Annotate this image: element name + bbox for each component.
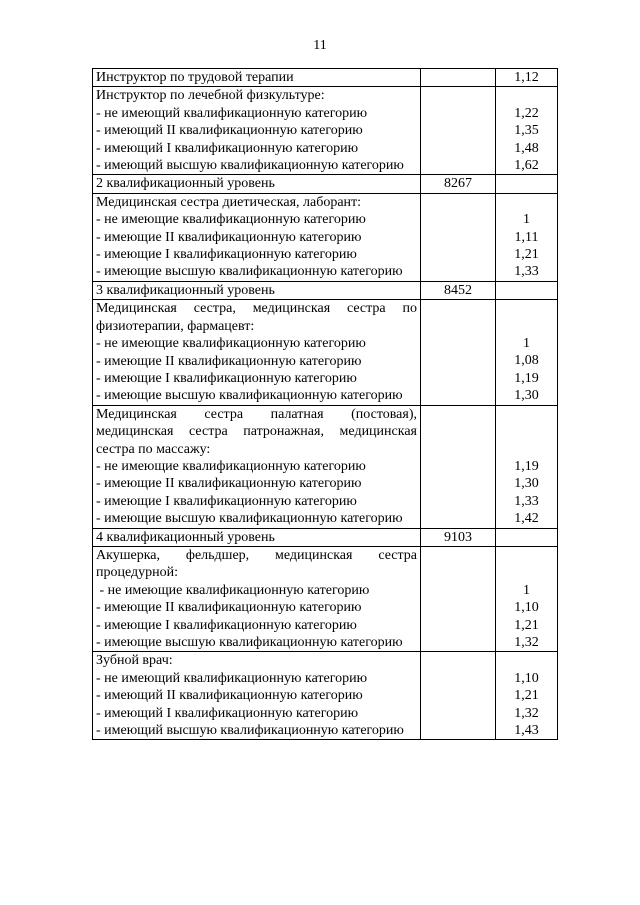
coefficient-value: 1,32 <box>514 705 539 721</box>
position-cell <box>93 69 421 87</box>
category-label: - не имеющие квалификационную категорию <box>96 212 366 228</box>
coefficient-value: 1,32 <box>514 634 539 650</box>
salary-cell <box>421 300 496 405</box>
table-row <box>93 405 558 528</box>
category-label: - не имеющие квалификационную категорию <box>96 582 370 598</box>
coefficient-value: 1,19 <box>514 370 539 386</box>
category-label: - имеющие высшую квалификационную категорию <box>96 635 403 650</box>
table-row <box>93 69 558 87</box>
category-label: - имеющий II квалификационную категорию <box>96 688 363 704</box>
category-label: - имеющий II квалификационную категорию <box>96 123 363 139</box>
table-row <box>93 546 558 651</box>
salary-cell <box>421 528 496 546</box>
level-title: 2 квалификационный уровень <box>96 176 275 192</box>
salary-cell <box>421 281 496 299</box>
salary-cell <box>421 87 496 175</box>
position-title: Медицинская сестра диетическая, лаборант: <box>96 194 362 210</box>
coefficient-value: 1,10 <box>514 670 539 686</box>
position-title: Зубной врач: <box>96 653 173 669</box>
category-label: - не имеющий квалификационную категорию <box>96 105 368 121</box>
coefficient-value: 1,08 <box>514 353 539 369</box>
table-row <box>93 87 558 175</box>
level-title: 3 квалификационный уровень <box>96 282 275 298</box>
base-salary: 8452 <box>444 282 472 298</box>
category-label: - имеющие I квалификационную категорию <box>96 493 357 509</box>
coefficient-value: 1,33 <box>514 493 539 509</box>
position-cell <box>93 405 421 528</box>
salary-cell <box>421 175 496 193</box>
category-label: - имеющий I квалификационную категорию <box>96 705 359 721</box>
coefficient-value: 1,35 <box>514 123 539 139</box>
coefficient-value <box>499 529 554 546</box>
table-row <box>93 300 558 405</box>
category-label: - не имеющие квалификационную категорию <box>96 458 366 474</box>
base-salary <box>424 69 492 86</box>
coefficient-value: 1 <box>523 336 530 352</box>
coefficient-value: 1,22 <box>514 105 539 121</box>
spacer <box>499 300 554 317</box>
category-label: - не имеющий квалификационную категорию <box>96 670 368 686</box>
coefficient-value <box>499 175 554 192</box>
spacer <box>499 87 554 104</box>
category-label: - имеющий высшую квалификационную категорию <box>96 723 404 739</box>
position-cell <box>93 528 421 546</box>
category-label: - имеющие I квалификационную категорию <box>96 617 357 633</box>
spacer <box>499 564 554 581</box>
category-label: - имеющий высшую квалификационную категорию <box>96 158 404 174</box>
salary-cell <box>421 69 496 87</box>
page-number: 11 <box>313 38 327 53</box>
base-salary: 9103 <box>444 529 472 545</box>
coefficient-cell <box>496 528 558 546</box>
coefficient-value: 1,30 <box>514 476 539 492</box>
coefficient-cell <box>496 281 558 299</box>
category-label: - имеющие II квалификационную категорию <box>96 353 362 369</box>
coefficient-value: 1,19 <box>514 458 539 474</box>
spacer <box>499 318 554 335</box>
category-label: - не имеющие квалификационную категорию <box>96 336 366 352</box>
position-cell <box>93 175 421 193</box>
coefficient-cell <box>496 300 558 405</box>
category-label: - имеющие II квалификационную категорию <box>96 600 362 616</box>
level-title: 4 квалификационный уровень <box>96 529 275 545</box>
coefficient-value: 1,43 <box>514 723 539 739</box>
coefficient-cell <box>496 546 558 651</box>
level-row <box>93 281 558 299</box>
table-body <box>93 69 558 740</box>
coefficient-value: 1,21 <box>514 617 539 633</box>
category-label: - имеющие высшую квалификационную категорию <box>96 388 403 404</box>
coefficient-value: 1,12 <box>514 70 539 85</box>
coefficient-cell <box>496 175 558 193</box>
position-title: Инструктор по лечебной физкультуре: <box>96 88 325 104</box>
position-title: Инструктор по трудовой терапии <box>96 70 294 85</box>
coefficient-value: 1,42 <box>514 511 539 527</box>
spacer <box>499 441 554 458</box>
position-title: Медицинская сестра, медицинская сестра по физиотерапии, фармацевт: <box>96 301 417 334</box>
salary-cell <box>421 405 496 528</box>
position-cell <box>93 193 421 281</box>
salary-cell <box>421 652 496 740</box>
coefficient-cell <box>496 405 558 528</box>
position-cell <box>93 281 421 299</box>
position-cell <box>93 652 421 740</box>
table-row <box>93 193 558 281</box>
spacer <box>499 406 554 423</box>
position-cell <box>93 87 421 175</box>
coefficient-value: 1,11 <box>514 229 539 245</box>
coefficient-value: 1 <box>523 212 530 228</box>
spacer <box>499 194 554 211</box>
position-cell <box>93 546 421 651</box>
category-label: - имеющие II квалификационную категорию <box>96 229 362 245</box>
coefficient-value: 1 <box>523 582 530 598</box>
position-title: Акушерка, фельдшер, медицинская сестра процедурной: <box>96 547 417 581</box>
salary-cell <box>421 546 496 651</box>
spacer <box>499 652 554 669</box>
coefficient-value: 1,30 <box>514 388 539 404</box>
position-cell <box>93 300 421 405</box>
coefficient-cell <box>496 193 558 281</box>
coefficient-value: 1,48 <box>514 140 539 156</box>
position-title: Медицинская сестра палатная (постовая), медицинская сестра патронажная, медицинская сестра по массажу: <box>96 406 417 457</box>
coefficient-value: 1,21 <box>514 688 539 704</box>
salary-table <box>92 68 558 740</box>
level-row <box>93 528 558 546</box>
coefficient-value: 1,33 <box>514 264 539 280</box>
coefficient-value <box>499 282 554 299</box>
base-salary: 8267 <box>444 176 472 192</box>
spacer <box>499 423 554 440</box>
coefficient-value: 1,21 <box>514 247 539 263</box>
spacer <box>499 547 554 564</box>
coefficient-value: 1,10 <box>514 600 539 616</box>
salary-cell <box>421 193 496 281</box>
table-row <box>93 652 558 740</box>
category-label: - имеющие высшую квалификационную категорию <box>96 264 403 280</box>
category-label: - имеющие высшую квалификационную категорию <box>96 511 403 527</box>
category-label: - имеющие I квалификационную категорию <box>96 247 357 263</box>
coefficient-cell <box>496 69 558 87</box>
coefficient-value: 1,62 <box>514 158 539 174</box>
coefficient-cell <box>496 652 558 740</box>
category-label: - имеющий I квалификационную категорию <box>96 140 359 156</box>
category-label: - имеющие II квалификационную категорию <box>96 476 362 492</box>
coefficient-cell <box>496 87 558 175</box>
level-row <box>93 175 558 193</box>
category-label: - имеющие I квалификационную категорию <box>96 370 357 386</box>
